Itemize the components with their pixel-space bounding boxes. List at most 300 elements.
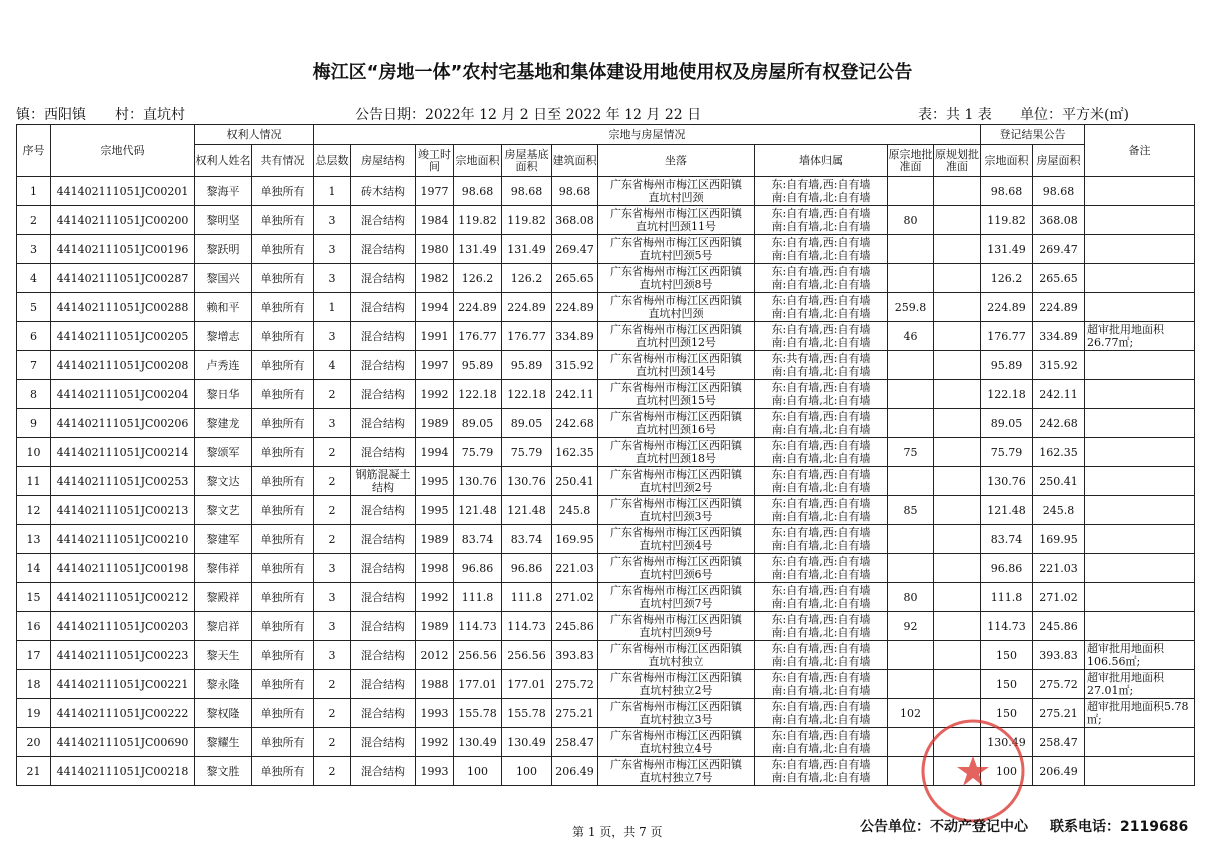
row-land-area: 126.2 <box>454 264 502 293</box>
row-location: 广东省梅州市梅江区西阳镇 直坑村凹颈5号 <box>598 235 755 264</box>
row-orig-approved <box>888 351 934 380</box>
row-year: 1994 <box>416 438 454 467</box>
row-floors: 2 <box>314 525 351 554</box>
row-orig-approved: 102 <box>888 699 934 728</box>
row-year: 1994 <box>416 293 454 322</box>
row-note: 超审批用地面积5.78㎡; <box>1085 699 1195 728</box>
row-base-area: 121.48 <box>502 496 552 525</box>
row-wall: 东:自有墙,西:自有墙 南:自有墙,北:自有墙 <box>755 583 888 612</box>
row-floors: 3 <box>314 206 351 235</box>
row-seq: 3 <box>17 235 51 264</box>
row-seq: 21 <box>17 757 51 786</box>
row-location: 广东省梅州市梅江区西阳镇 直坑村凹颈14号 <box>598 351 755 380</box>
row-orig-approved <box>888 264 934 293</box>
row-res-house: 250.41 <box>1033 467 1085 496</box>
table-row <box>17 641 1195 670</box>
row-land-area: 224.89 <box>454 293 502 322</box>
row-structure: 混合结构 <box>351 293 416 322</box>
row-share: 单独所有 <box>252 757 314 786</box>
row-base-area: 119.82 <box>502 206 552 235</box>
row-build-area: 275.21 <box>552 699 598 728</box>
row-year: 1997 <box>416 351 454 380</box>
row-res-house: 206.49 <box>1033 757 1085 786</box>
row-share: 单独所有 <box>252 380 314 409</box>
row-res-house: 98.68 <box>1033 177 1085 206</box>
town-label: 镇：西阳镇 <box>16 107 86 123</box>
row-share: 单独所有 <box>252 670 314 699</box>
row-note <box>1085 525 1195 554</box>
row-owner: 黎伟祥 <box>195 554 252 583</box>
page-title: 梅江区“房地一体”农村宅基地和集体建设用地使用权及房屋所有权登记公告 <box>312 62 913 83</box>
row-orig-plan <box>934 206 981 235</box>
row-seq: 16 <box>17 612 51 641</box>
header-res-land: 宗地面积 <box>981 145 1033 177</box>
row-seq: 15 <box>17 583 51 612</box>
row-note <box>1085 612 1195 641</box>
header-year: 竣工时间 <box>416 145 454 177</box>
row-owner: 黎海平 <box>195 177 252 206</box>
row-base-area: 122.18 <box>502 380 552 409</box>
row-res-land: 130.49 <box>981 728 1033 757</box>
row-floors: 2 <box>314 438 351 467</box>
row-year: 1992 <box>416 380 454 409</box>
row-structure: 混合结构 <box>351 264 416 293</box>
row-build-area: 315.92 <box>552 351 598 380</box>
row-owner: 黎启祥 <box>195 612 252 641</box>
row-year: 1991 <box>416 322 454 351</box>
row-seq: 20 <box>17 728 51 757</box>
row-owner: 黎增志 <box>195 322 252 351</box>
header-structure: 房屋结构 <box>351 145 416 177</box>
row-note <box>1085 757 1195 786</box>
header-owner-group: 权利人情况 <box>195 125 314 145</box>
contact-phone: 联系电话：2119686 <box>1050 819 1189 835</box>
row-year: 1995 <box>416 496 454 525</box>
row-structure: 混合结构 <box>351 641 416 670</box>
row-wall: 东:共有墙,西:自有墙 南:自有墙,北:自有墙 <box>755 351 888 380</box>
header-orig-plan: 原规划批准面 <box>934 145 981 177</box>
row-orig-approved: 80 <box>888 583 934 612</box>
row-note <box>1085 438 1195 467</box>
row-year: 1988 <box>416 670 454 699</box>
header-land-group: 宗地与房屋情况 <box>314 125 981 145</box>
row-location: 广东省梅州市梅江区西阳镇 直坑村凹颈3号 <box>598 496 755 525</box>
row-floors: 2 <box>314 670 351 699</box>
row-floors: 3 <box>314 641 351 670</box>
row-share: 单独所有 <box>252 177 314 206</box>
header-owner: 权利人姓名 <box>195 145 252 177</box>
notice-org: 公告单位：不动产登记中心 <box>860 819 1028 835</box>
row-floors: 3 <box>314 322 351 351</box>
row-wall: 东:自有墙,西:自有墙 南:自有墙,北:自有墙 <box>755 409 888 438</box>
row-wall: 东:自有墙,西:自有墙 南:自有墙,北:自有墙 <box>755 293 888 322</box>
row-code: 441402111051JC00204 <box>51 380 195 409</box>
row-res-house: 393.83 <box>1033 641 1085 670</box>
row-res-house: 269.47 <box>1033 235 1085 264</box>
row-orig-plan <box>934 670 981 699</box>
row-build-area: 245.8 <box>552 496 598 525</box>
table-row <box>17 670 1195 699</box>
row-seq: 7 <box>17 351 51 380</box>
row-seq: 8 <box>17 380 51 409</box>
row-note <box>1085 351 1195 380</box>
row-note <box>1085 554 1195 583</box>
row-structure: 混合结构 <box>351 235 416 264</box>
row-year: 1989 <box>416 525 454 554</box>
row-build-area: 224.89 <box>552 293 598 322</box>
row-res-land: 114.73 <box>981 612 1033 641</box>
row-code: 441402111051JC00210 <box>51 525 195 554</box>
row-structure: 混合结构 <box>351 757 416 786</box>
row-base-area: 130.49 <box>502 728 552 757</box>
header-share: 共有情况 <box>252 145 314 177</box>
row-land-area: 95.89 <box>454 351 502 380</box>
row-orig-plan <box>934 525 981 554</box>
row-wall: 东:自有墙,西:自有墙 南:自有墙,北:自有墙 <box>755 699 888 728</box>
row-seq: 12 <box>17 496 51 525</box>
row-base-area: 224.89 <box>502 293 552 322</box>
row-structure: 钢筋混凝土结构 <box>351 467 416 496</box>
row-note <box>1085 177 1195 206</box>
row-floors: 3 <box>314 583 351 612</box>
row-wall: 东:自有墙,西:自有墙 南:自有墙,北:自有墙 <box>755 322 888 351</box>
row-code: 441402111051JC00203 <box>51 612 195 641</box>
row-res-house: 245.86 <box>1033 612 1085 641</box>
row-floors: 3 <box>314 612 351 641</box>
row-note: 超审批用地面积106.56㎡; <box>1085 641 1195 670</box>
row-base-area: 111.8 <box>502 583 552 612</box>
row-orig-approved <box>888 177 934 206</box>
row-share: 单独所有 <box>252 467 314 496</box>
row-land-area: 177.01 <box>454 670 502 699</box>
table-row <box>17 177 1195 206</box>
row-floors: 3 <box>314 235 351 264</box>
header-code: 宗地代码 <box>51 125 195 177</box>
row-land-area: 89.05 <box>454 409 502 438</box>
row-share: 单独所有 <box>252 438 314 467</box>
village-label: 村：直坑村 <box>115 107 185 123</box>
row-wall: 东:自有墙,西:自有墙 南:自有墙,北:自有墙 <box>755 177 888 206</box>
row-res-house: 162.35 <box>1033 438 1085 467</box>
header-location: 坐落 <box>598 145 755 177</box>
row-year: 1992 <box>416 583 454 612</box>
row-build-area: 258.47 <box>552 728 598 757</box>
row-base-area: 155.78 <box>502 699 552 728</box>
row-location: 广东省梅州市梅江区西阳镇 直坑村凹颈9号 <box>598 612 755 641</box>
row-orig-approved <box>888 670 934 699</box>
row-location: 广东省梅州市梅江区西阳镇 直坑村凹颈8号 <box>598 264 755 293</box>
row-owner: 黎永隆 <box>195 670 252 699</box>
row-land-area: 121.48 <box>454 496 502 525</box>
row-orig-plan <box>934 467 981 496</box>
row-land-area: 75.79 <box>454 438 502 467</box>
row-note <box>1085 583 1195 612</box>
header-note: 备注 <box>1085 125 1195 177</box>
row-year: 1993 <box>416 699 454 728</box>
row-base-area: 126.2 <box>502 264 552 293</box>
row-code: 441402111051JC00198 <box>51 554 195 583</box>
row-orig-plan <box>934 496 981 525</box>
row-code: 441402111051JC00213 <box>51 496 195 525</box>
row-res-land: 150 <box>981 670 1033 699</box>
row-res-house: 271.02 <box>1033 583 1085 612</box>
row-seq: 14 <box>17 554 51 583</box>
row-code: 441402111051JC00221 <box>51 670 195 699</box>
official-seal <box>918 716 1028 826</box>
row-land-area: 130.76 <box>454 467 502 496</box>
row-res-land: 83.74 <box>981 525 1033 554</box>
row-structure: 砖木结构 <box>351 177 416 206</box>
row-owner: 黎建军 <box>195 525 252 554</box>
row-build-area: 368.08 <box>552 206 598 235</box>
row-owner: 黎文胜 <box>195 757 252 786</box>
row-base-area: 96.86 <box>502 554 552 583</box>
row-owner: 黎殿祥 <box>195 583 252 612</box>
row-res-land: 95.89 <box>981 351 1033 380</box>
row-base-area: 95.89 <box>502 351 552 380</box>
table-row <box>17 322 1195 351</box>
row-build-area: 393.83 <box>552 641 598 670</box>
row-structure: 混合结构 <box>351 206 416 235</box>
registration-table <box>16 124 1195 786</box>
row-structure: 混合结构 <box>351 351 416 380</box>
row-note: 超审批用地面积26.77㎡; <box>1085 322 1195 351</box>
row-floors: 4 <box>314 351 351 380</box>
row-orig-plan <box>934 583 981 612</box>
row-orig-approved <box>888 641 934 670</box>
row-res-land: 224.89 <box>981 293 1033 322</box>
row-land-area: 155.78 <box>454 699 502 728</box>
row-base-area: 100 <box>502 757 552 786</box>
row-code: 441402111051JC00206 <box>51 409 195 438</box>
row-build-area: 250.41 <box>552 467 598 496</box>
unit-label: 单位：平方米(㎡) <box>1020 107 1129 123</box>
page-number: 第 1 页，共 7 页 <box>572 825 663 839</box>
row-share: 单独所有 <box>252 351 314 380</box>
row-land-area: 130.49 <box>454 728 502 757</box>
row-structure: 混合结构 <box>351 554 416 583</box>
row-land-area: 119.82 <box>454 206 502 235</box>
row-build-area: 269.47 <box>552 235 598 264</box>
row-orig-approved <box>888 554 934 583</box>
header-wall: 墙体归属 <box>755 145 888 177</box>
row-res-land: 89.05 <box>981 409 1033 438</box>
row-build-area: 245.86 <box>552 612 598 641</box>
row-res-land: 96.86 <box>981 554 1033 583</box>
row-land-area: 114.73 <box>454 612 502 641</box>
row-wall: 东:自有墙,西:自有墙 南:自有墙,北:自有墙 <box>755 467 888 496</box>
row-code: 441402111051JC00208 <box>51 351 195 380</box>
table-count: 表：共 1 表 <box>918 107 992 123</box>
row-code: 441402111051JC00212 <box>51 583 195 612</box>
row-res-land: 121.48 <box>981 496 1033 525</box>
row-land-area: 176.77 <box>454 322 502 351</box>
row-land-area: 111.8 <box>454 583 502 612</box>
row-res-land: 119.82 <box>981 206 1033 235</box>
row-owner: 赖和平 <box>195 293 252 322</box>
row-code: 441402111051JC00690 <box>51 728 195 757</box>
row-wall: 东:自有墙,西:自有墙 南:自有墙,北:自有墙 <box>755 728 888 757</box>
header-seq: 序号 <box>17 125 51 177</box>
row-base-area: 114.73 <box>502 612 552 641</box>
row-structure: 混合结构 <box>351 322 416 351</box>
row-res-house: 242.11 <box>1033 380 1085 409</box>
row-share: 单独所有 <box>252 322 314 351</box>
row-orig-plan <box>934 264 981 293</box>
row-land-area: 98.68 <box>454 177 502 206</box>
row-build-area: 242.68 <box>552 409 598 438</box>
row-note <box>1085 380 1195 409</box>
row-res-house: 169.95 <box>1033 525 1085 554</box>
row-code: 441402111051JC00288 <box>51 293 195 322</box>
row-structure: 混合结构 <box>351 380 416 409</box>
row-res-land: 98.68 <box>981 177 1033 206</box>
row-orig-plan <box>934 438 981 467</box>
row-base-area: 176.77 <box>502 322 552 351</box>
row-year: 2012 <box>416 641 454 670</box>
row-structure: 混合结构 <box>351 409 416 438</box>
row-land-area: 256.56 <box>454 641 502 670</box>
row-base-area: 75.79 <box>502 438 552 467</box>
row-floors: 3 <box>314 554 351 583</box>
row-orig-approved: 46 <box>888 322 934 351</box>
row-year: 1977 <box>416 177 454 206</box>
row-seq: 10 <box>17 438 51 467</box>
row-build-area: 275.72 <box>552 670 598 699</box>
row-floors: 3 <box>314 409 351 438</box>
row-base-area: 177.01 <box>502 670 552 699</box>
row-structure: 混合结构 <box>351 496 416 525</box>
row-owner: 黎日华 <box>195 380 252 409</box>
row-structure: 混合结构 <box>351 438 416 467</box>
row-seq: 5 <box>17 293 51 322</box>
row-res-land: 100 <box>981 757 1033 786</box>
table-row <box>17 380 1195 409</box>
row-note <box>1085 293 1195 322</box>
row-note <box>1085 235 1195 264</box>
row-res-land: 131.49 <box>981 235 1033 264</box>
row-res-house: 334.89 <box>1033 322 1085 351</box>
row-floors: 1 <box>314 293 351 322</box>
row-owner: 卢秀连 <box>195 351 252 380</box>
row-location: 广东省梅州市梅江区西阳镇 直坑村凹颈6号 <box>598 554 755 583</box>
row-build-area: 221.03 <box>552 554 598 583</box>
table-row <box>17 351 1195 380</box>
row-build-area: 206.49 <box>552 757 598 786</box>
row-res-house: 368.08 <box>1033 206 1085 235</box>
row-base-area: 256.56 <box>502 641 552 670</box>
row-wall: 东:自有墙,西:自有墙 南:自有墙,北:自有墙 <box>755 496 888 525</box>
row-location: 广东省梅州市梅江区西阳镇 直坑村独立3号 <box>598 699 755 728</box>
row-share: 单独所有 <box>252 641 314 670</box>
row-note <box>1085 206 1195 235</box>
row-orig-plan <box>934 554 981 583</box>
row-orig-approved <box>888 235 934 264</box>
row-floors: 2 <box>314 467 351 496</box>
table-row <box>17 525 1195 554</box>
row-res-house: 224.89 <box>1033 293 1085 322</box>
row-orig-plan <box>934 322 981 351</box>
row-res-house: 275.72 <box>1033 670 1085 699</box>
header-base-area: 房屋基底面积 <box>502 145 552 177</box>
row-location: 广东省梅州市梅江区西阳镇 直坑村凹颈4号 <box>598 525 755 554</box>
table-row <box>17 264 1195 293</box>
row-code: 441402111051JC00218 <box>51 757 195 786</box>
row-code: 441402111051JC00223 <box>51 641 195 670</box>
row-orig-plan <box>934 351 981 380</box>
row-wall: 东:自有墙,西:自有墙 南:自有墙,北:自有墙 <box>755 612 888 641</box>
row-res-land: 122.18 <box>981 380 1033 409</box>
header-result-group: 登记结果公告 <box>981 125 1085 145</box>
row-seq: 9 <box>17 409 51 438</box>
row-share: 单独所有 <box>252 409 314 438</box>
row-floors: 2 <box>314 496 351 525</box>
row-location: 广东省梅州市梅江区西阳镇 直坑村独立7号 <box>598 757 755 786</box>
row-note <box>1085 467 1195 496</box>
row-year: 1982 <box>416 264 454 293</box>
row-orig-approved <box>888 467 934 496</box>
row-res-house: 258.47 <box>1033 728 1085 757</box>
row-structure: 混合结构 <box>351 583 416 612</box>
row-location: 广东省梅州市梅江区西阳镇 直坑村凹颈16号 <box>598 409 755 438</box>
row-wall: 东:自有墙,西:自有墙 南:自有墙,北:自有墙 <box>755 554 888 583</box>
row-year: 1989 <box>416 409 454 438</box>
table-row <box>17 206 1195 235</box>
row-orig-approved: 75 <box>888 438 934 467</box>
row-share: 单独所有 <box>252 525 314 554</box>
row-location: 广东省梅州市梅江区西阳镇 直坑村凹颈12号 <box>598 322 755 351</box>
row-floors: 2 <box>314 699 351 728</box>
row-orig-plan <box>934 235 981 264</box>
row-base-area: 98.68 <box>502 177 552 206</box>
row-share: 单独所有 <box>252 699 314 728</box>
table-row <box>17 612 1195 641</box>
row-orig-plan <box>934 380 981 409</box>
row-wall: 东:自有墙,西:自有墙 南:自有墙,北:自有墙 <box>755 757 888 786</box>
row-build-area: 169.95 <box>552 525 598 554</box>
row-location: 广东省梅州市梅江区西阳镇 直坑村凹颈15号 <box>598 380 755 409</box>
row-seq: 17 <box>17 641 51 670</box>
header-orig-approved: 原宗地批准面 <box>888 145 934 177</box>
row-structure: 混合结构 <box>351 670 416 699</box>
row-location: 广东省梅州市梅江区西阳镇 直坑村凹颈 <box>598 293 755 322</box>
row-base-area: 83.74 <box>502 525 552 554</box>
row-res-house: 315.92 <box>1033 351 1085 380</box>
row-wall: 东:自有墙,西:自有墙 南:自有墙,北:自有墙 <box>755 438 888 467</box>
row-res-house: 265.65 <box>1033 264 1085 293</box>
row-note <box>1085 728 1195 757</box>
row-year: 1992 <box>416 728 454 757</box>
row-note: 超审批用地面积27.01㎡; <box>1085 670 1195 699</box>
row-code: 441402111051JC00200 <box>51 206 195 235</box>
row-wall: 东:自有墙,西:自有墙 南:自有墙,北:自有墙 <box>755 235 888 264</box>
row-location: 广东省梅州市梅江区西阳镇 直坑村凹颈11号 <box>598 206 755 235</box>
row-owner: 黎天生 <box>195 641 252 670</box>
row-floors: 2 <box>314 728 351 757</box>
row-orig-plan <box>934 177 981 206</box>
row-build-area: 271.02 <box>552 583 598 612</box>
row-land-area: 131.49 <box>454 235 502 264</box>
row-orig-plan <box>934 409 981 438</box>
row-wall: 东:自有墙,西:自有墙 南:自有墙,北:自有墙 <box>755 641 888 670</box>
row-land-area: 96.86 <box>454 554 502 583</box>
row-owner: 黎颂军 <box>195 438 252 467</box>
row-res-land: 150 <box>981 699 1033 728</box>
row-location: 广东省梅州市梅江区西阳镇 直坑村凹颈 <box>598 177 755 206</box>
row-res-land: 111.8 <box>981 583 1033 612</box>
row-share: 单独所有 <box>252 496 314 525</box>
row-code: 441402111051JC00201 <box>51 177 195 206</box>
